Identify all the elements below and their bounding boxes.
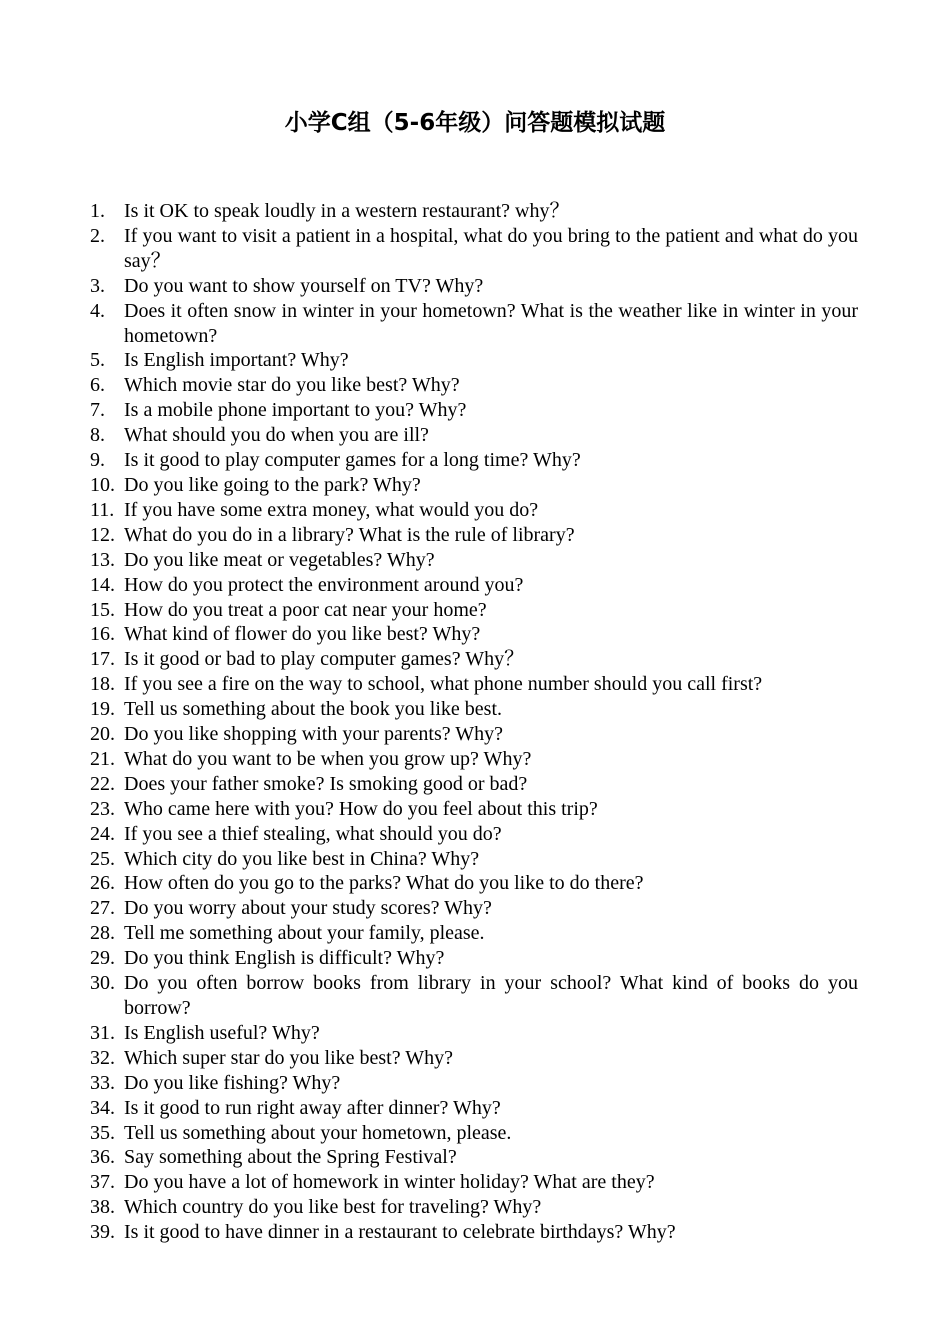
- question-text: How often do you go to the parks? What do you like to do there?: [124, 872, 644, 895]
- question-text: Do you like meat or vegetables? Why?: [124, 548, 435, 571]
- question-text: What do you want to be when you grow up? Why?: [124, 747, 532, 770]
- question-number: 31.: [90, 1021, 115, 1044]
- question-number: 19.: [90, 698, 115, 721]
- question-text: Is it OK to speak loudly in a western restaurant? why？: [124, 200, 570, 222]
- question-item: [90, 1021, 858, 1046]
- question-item: [90, 224, 858, 274]
- question-number: 11.: [90, 498, 115, 521]
- question-number: 21.: [90, 747, 115, 770]
- question-text: Is it good or bad to play computer games? Why？: [124, 648, 525, 671]
- question-text: Tell us something about your hometown, please.: [124, 1121, 512, 1144]
- question-text: Who came here with you? How do you feel about this trip?: [124, 797, 598, 820]
- question-item: [90, 871, 858, 896]
- question-number: 34.: [90, 1096, 115, 1119]
- question-item: [90, 1170, 858, 1195]
- question-text: Is it good to run right away after dinner? Why?: [124, 1096, 501, 1119]
- question-text: Does it often snow in winter in your hometown? What is the weather like in winter in your hometown?: [124, 299, 858, 347]
- question-text: If you have some extra money, what would you do?: [124, 498, 539, 521]
- question-item: [90, 373, 858, 398]
- question-number: 20.: [90, 723, 115, 746]
- question-number: 37.: [90, 1171, 115, 1194]
- question-item: [90, 772, 858, 797]
- question-item: [90, 1195, 858, 1220]
- question-item: [90, 598, 858, 623]
- question-text: Tell us something about the book you like best.: [124, 698, 502, 721]
- question-text: What should you do when you are ill?: [124, 424, 429, 447]
- question-text: How do you treat a poor cat near your home?: [124, 598, 487, 621]
- question-text: Which super star do you like best? Why?: [124, 1046, 453, 1069]
- question-number: 35.: [90, 1121, 115, 1144]
- question-number: 16.: [90, 623, 115, 646]
- question-text: Is English important? Why?: [124, 349, 349, 372]
- question-number: 28.: [90, 922, 115, 945]
- question-text: Is it good to play computer games for a long time? Why?: [124, 449, 581, 472]
- question-number: 27.: [90, 897, 115, 920]
- question-text: Does your father smoke? Is smoking good or bad?: [124, 772, 528, 795]
- question-text: Which city do you like best in China? Why?: [124, 847, 480, 870]
- question-number: 26.: [90, 872, 115, 895]
- question-item: [90, 1071, 858, 1096]
- question-number: 15.: [90, 598, 115, 621]
- question-number: 9.: [90, 449, 105, 472]
- question-item: [90, 747, 858, 772]
- question-number: 6.: [90, 374, 105, 397]
- question-text: Is it good to have dinner in a restaurant to celebrate birthdays? Why?: [124, 1221, 676, 1244]
- question-item: [90, 1096, 858, 1121]
- question-text: Do you like fishing? Why?: [124, 1071, 341, 1094]
- question-item: [90, 348, 858, 373]
- question-text: What kind of flower do you like best? Why?: [124, 623, 481, 646]
- question-text: Tell me something about your family, please.: [124, 922, 485, 945]
- question-item: [90, 199, 858, 224]
- question-text: Which country do you like best for traveling? Why?: [124, 1196, 542, 1219]
- question-item: [90, 946, 858, 971]
- question-text: Do you have a lot of homework in winter holiday? What are they?: [124, 1171, 655, 1194]
- question-item: [90, 398, 858, 423]
- question-number: 8.: [90, 424, 105, 447]
- question-number: 32.: [90, 1046, 115, 1069]
- question-number: 39.: [90, 1221, 115, 1244]
- question-number: 1.: [90, 200, 105, 222]
- question-number: 22.: [90, 772, 115, 795]
- question-text: Which movie star do you like best? Why?: [124, 374, 460, 397]
- question-number: 23.: [90, 797, 115, 820]
- question-text: Do you worry about your study scores? Why?: [124, 897, 492, 920]
- question-item: [90, 423, 858, 448]
- question-text: If you want to visit a patient in a hospital, what do you bring to the patient and what do you say？: [124, 224, 858, 272]
- question-number: 2.: [90, 224, 105, 247]
- question-number: 7.: [90, 399, 105, 422]
- question-number: 25.: [90, 847, 115, 870]
- question-number: 29.: [90, 947, 115, 970]
- question-item: [90, 822, 858, 847]
- question-text: If you see a thief stealing, what should you do?: [124, 822, 502, 845]
- question-text: Is English useful? Why?: [124, 1021, 320, 1044]
- question-item: [90, 1220, 858, 1245]
- question-number: 18.: [90, 673, 115, 696]
- question-item: [90, 622, 858, 647]
- question-text: Do you want to show yourself on TV? Why?: [124, 274, 484, 297]
- question-item: [90, 1046, 858, 1071]
- question-text: Do you like going to the park? Why?: [124, 473, 421, 496]
- question-item: [90, 722, 858, 747]
- question-number: 14.: [90, 573, 115, 596]
- question-item: [90, 573, 858, 598]
- question-item: [90, 548, 858, 573]
- question-number: 36.: [90, 1146, 115, 1169]
- question-item: [90, 847, 858, 872]
- question-text: Do you like shopping with your parents? Why?: [124, 723, 504, 746]
- question-item: [90, 473, 858, 498]
- question-text: Do you often borrow books from library in your school? What kind of books do you borrow?: [124, 972, 858, 1019]
- question-number: 17.: [90, 648, 115, 671]
- question-number: 38.: [90, 1196, 115, 1219]
- question-number: 13.: [90, 548, 115, 571]
- question-number: 30.: [90, 972, 115, 995]
- question-number: 3.: [90, 274, 105, 297]
- question-item: [90, 498, 858, 523]
- question-number: 12.: [90, 523, 115, 546]
- question-number: 24.: [90, 822, 115, 845]
- page-title: 小学C组（5-6年级）问答题模拟试题: [284, 110, 666, 136]
- question-item: [90, 274, 858, 299]
- question-text: How do you protect the environment around you?: [124, 573, 524, 596]
- question-number: 33.: [90, 1071, 115, 1094]
- question-list: [90, 199, 858, 1245]
- question-text: What do you do in a library? What is the rule of library?: [124, 523, 575, 546]
- question-item: [90, 697, 858, 722]
- question-number: 10.: [90, 473, 115, 496]
- question-number: 4.: [90, 299, 105, 322]
- question-item: [90, 921, 858, 946]
- question-number: 5.: [90, 349, 105, 372]
- question-item: [90, 896, 858, 921]
- question-item: [90, 299, 858, 349]
- question-text: If you see a fire on the way to school, what phone number should you call first?: [124, 673, 763, 696]
- question-item: [90, 672, 858, 697]
- question-item: [90, 971, 858, 1021]
- question-item: [90, 448, 858, 473]
- question-text: Is a mobile phone important to you? Why?: [124, 399, 467, 422]
- question-item: [90, 797, 858, 822]
- question-text: Say something about the Spring Festival?: [124, 1146, 457, 1169]
- question-item: [90, 1145, 858, 1170]
- question-item: [90, 1121, 858, 1146]
- question-item: [90, 647, 858, 672]
- question-text: Do you think English is difficult? Why?: [124, 947, 445, 970]
- question-item: [90, 523, 858, 548]
